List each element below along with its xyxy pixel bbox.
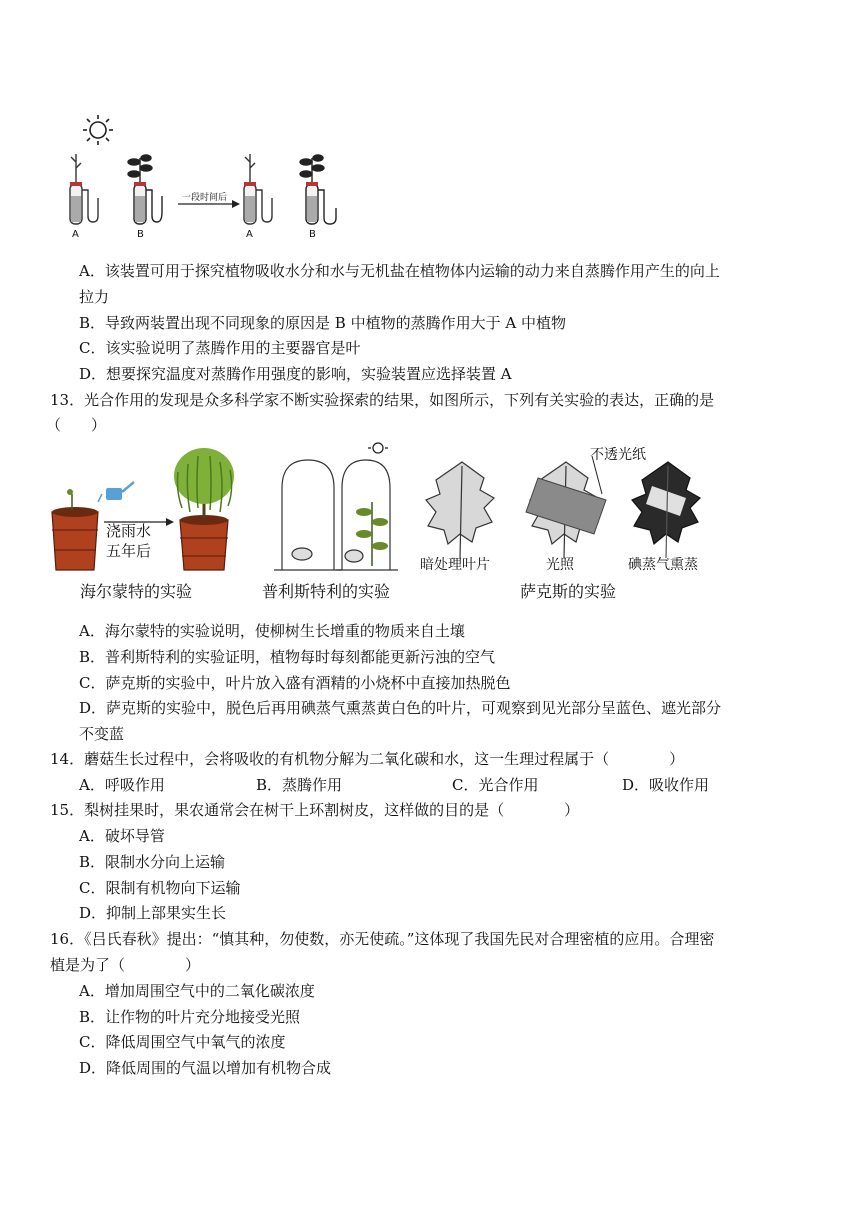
opaque-paper-label: 不透光纸 bbox=[590, 447, 646, 463]
q12-option-d: D．想要探究温度对蒸腾作用强度的影响，实验装置应选择装置 A bbox=[79, 365, 512, 383]
q15-option-b: B．限制水分向上运输 bbox=[79, 853, 226, 871]
leaf-iodine-label: 碘蒸气熏蒸 bbox=[628, 557, 698, 573]
sachs-caption: 萨克斯的实验 bbox=[520, 582, 617, 601]
q14-option-c: C．光合作用 bbox=[452, 776, 539, 794]
leaf-dark-label: 暗处理叶片 bbox=[420, 557, 490, 573]
q12-option-b: B．导致两装置出现不同现象的原因是 B 中植物的蒸腾作用大于 A 中植物 bbox=[79, 314, 566, 332]
q13-option-a: A．海尔蒙特的实验说明，使柳树生长增重的物质来自土壤 bbox=[79, 622, 465, 640]
q16-option-b: B．让作物的叶片充分地接受光照 bbox=[79, 1008, 301, 1026]
priestley-caption: 普利斯特利的实验 bbox=[262, 582, 391, 601]
helmont-pot-after bbox=[174, 448, 234, 570]
fig12-label-b1: B bbox=[137, 229, 144, 240]
priestley-bell-jars bbox=[274, 460, 398, 570]
q14-option-b: B．蒸腾作用 bbox=[256, 776, 343, 794]
leaf-iodine bbox=[632, 462, 700, 558]
helmont-caption: 海尔蒙特的实验 bbox=[80, 582, 193, 601]
apparatus-a-after bbox=[244, 154, 272, 224]
q15-stem: 15．梨树挂果时，果农通常会在树干上环割树皮，这样做的目的是（ ） bbox=[50, 801, 580, 819]
q13-stem: 13．光合作用的发现是众多科学家不断实验探索的结果，如图所示，下列有关实验的表达，正确的是 bbox=[50, 391, 715, 409]
apparatus-a-before bbox=[70, 154, 98, 224]
q13-option-b: B．普利斯特利的实验证明，植物每时每刻都能更新污浊的空气 bbox=[79, 648, 496, 666]
fig12-label-a2: A bbox=[246, 229, 253, 240]
fig12-label-b2: B bbox=[309, 229, 316, 240]
helmont-pot-before bbox=[52, 489, 98, 570]
leaf-light-label: 光照 bbox=[546, 557, 574, 573]
sun-icon bbox=[83, 115, 113, 145]
q13-stem-blank: （ ） bbox=[46, 416, 107, 434]
figure-transpiration-apparatus bbox=[60, 112, 360, 244]
sun-icon bbox=[368, 442, 388, 453]
q13-option-d: D．萨克斯的实验中，脱色后再用碘蒸气熏蒸黄白色的叶片，可观察到见光部分呈蓝色、遮光部分 bbox=[79, 699, 722, 717]
leaf-dark-treated bbox=[426, 462, 494, 558]
q16-stem: 16．《吕氏春秋》提出：“慎其种，勿使数，亦无使疏。”这体现了我国先民对合理密植的应用。合理密 bbox=[50, 930, 715, 948]
q13-option-c: C．萨克斯的实验中，叶片放入盛有酒精的小烧杯中直接加热脱色 bbox=[79, 674, 511, 692]
q15-option-a: A．破坏导管 bbox=[79, 827, 165, 845]
q14-option-a: A．呼吸作用 bbox=[79, 776, 165, 794]
apparatus-b-before bbox=[128, 155, 162, 224]
leaf-light-covered bbox=[526, 456, 606, 558]
q14-stem: 14．蘑菇生长过程中，会将吸收的有机物分解为二氧化碳和水，这一生理过程属于（ ） bbox=[50, 750, 685, 768]
q12-option-a-cont: 拉力 bbox=[79, 288, 110, 306]
q14-option-d: D．吸收作用 bbox=[622, 776, 710, 794]
helmont-years-label: 五年后 bbox=[106, 542, 152, 560]
q16-option-a: A．增加周围空气中的二氧化碳浓度 bbox=[79, 982, 315, 1000]
helmont-rain-label: 浇雨水 bbox=[106, 522, 152, 540]
q16-option-c: C．降低周围空气中氧气的浓度 bbox=[79, 1033, 286, 1051]
q13-option-d-cont: 不变蓝 bbox=[79, 725, 125, 743]
q15-option-d: D．抑制上部果实生长 bbox=[79, 904, 227, 922]
fig12-arrow-text: 一段时间后 bbox=[182, 193, 228, 203]
q12-option-c: C．该实验说明了蒸腾作用的主要器官是叶 bbox=[79, 339, 361, 357]
watering-can-icon bbox=[98, 482, 134, 502]
q15-option-c: C．限制有机物向下运输 bbox=[79, 879, 241, 897]
fig12-label-a1: A bbox=[72, 229, 79, 240]
q12-option-a: A．该装置可用于探究植物吸收水分和水与无机盐在植物体内运输的动力来自蒸腾作用产生的向上 bbox=[79, 262, 720, 280]
apparatus-b-after bbox=[300, 155, 336, 224]
q16-stem-cont: 植是为了（ ） bbox=[50, 956, 201, 974]
q16-option-d: D．降低周围的气温以增加有机物合成 bbox=[79, 1059, 332, 1077]
